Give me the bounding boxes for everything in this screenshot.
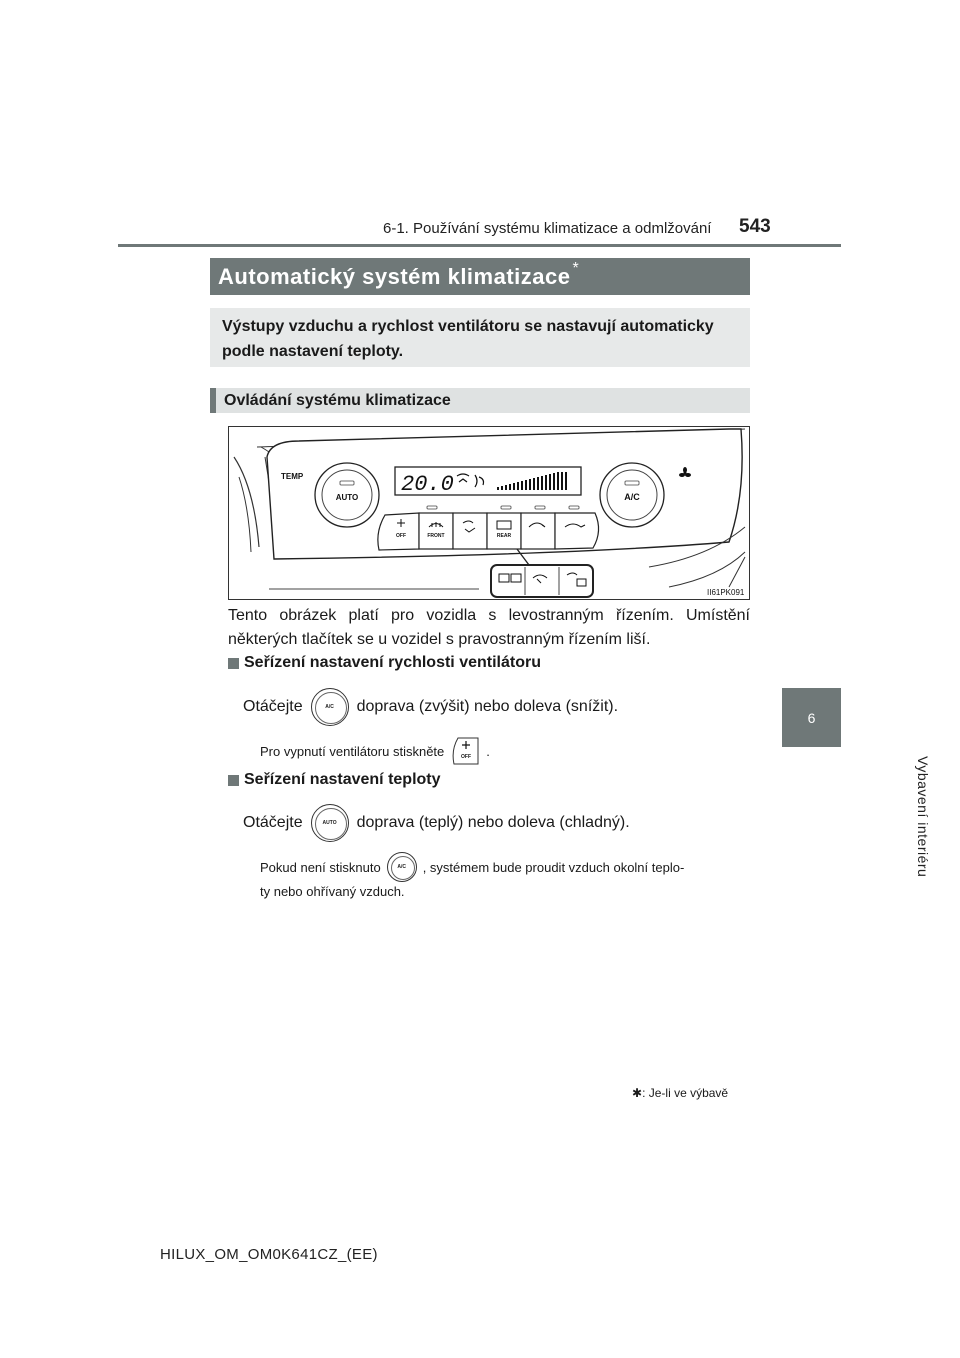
ac-small-knob-icon-label: A/C [397,864,407,870]
bullet-square-icon [228,658,239,669]
fan-speed-heading-text: Seřízení nastavení rychlosti ventilátoru [244,654,541,671]
lhd-note-paragraph: Tento obrázek platí pro vozidla s levostranným řízením. Umístění některých tlačítek se u vozidel s pravostranným řízením liší. [228,607,750,648]
auto-knob-label: AUTO [335,493,359,502]
section-title [210,258,750,295]
section-title-text: Automatický systém klimatizace [218,263,571,289]
header-divider [118,244,841,247]
ac-small-knob-icon [387,852,417,882]
fan-note-after: . [486,743,490,759]
ac-note-after: , systémem bude proudit vzduch okolní teplo- [422,859,685,875]
footnote-text: : Je-li ve výbavě [642,1086,729,1100]
temp-instr-before: Otáčejte [243,814,303,831]
fan-speed-instruction [243,688,618,726]
ac-note-line2: ty nebo ohřívaný vzduch. [260,884,405,899]
off-button-icon [450,736,480,766]
chapter-label: Vybavení interiéru [915,756,931,878]
chapter-tab[interactable]: 6 [782,688,841,747]
subsection-heading: Ovládání systému klimatizace [210,388,750,413]
fan-speed-heading [228,654,541,672]
fan-off-note [260,736,490,766]
temperature-instruction [243,804,630,842]
auto-knob-icon [311,804,349,842]
ac-knob-label: A/C [624,492,640,502]
temp-label: TEMP [281,472,304,481]
svg-text:OFF: OFF [461,754,472,760]
auto-knob-icon-label: AUTO [322,820,337,826]
page-number: 543 [739,216,771,237]
ac-note [260,852,684,882]
document-code: HILUX_OM_OM0K641CZ_(EE) [160,1246,378,1263]
ac-knob-icon [311,688,349,726]
temp-instr-after: doprava (teplý) nebo doleva (chladný). [356,814,630,831]
fan-note-before: Pro vypnutí ventilátoru stiskněte [260,743,445,759]
fan-instr-after: doprava (zvýšit) nebo doleva (snížit). [356,698,619,715]
asterisk-mark: * [572,259,580,277]
rear-defog-button-label: REAR [496,533,512,539]
ac-note-before: Pokud není stisknuto [260,859,381,875]
ac-knob-icon-label: A/C [325,704,334,710]
display-temperature: 20.0 [401,472,454,497]
header-section-title: 6-1. Používání systému klimatizace a odmlžování [383,220,712,237]
temperature-heading-text: Seřízení nastavení teploty [244,771,441,788]
front-defog-button-label: FRONT [427,533,445,539]
figure-code: II61PK091 [707,588,745,597]
bullet-square-icon [228,775,239,786]
fan-instr-before: Otáčejte [243,698,303,715]
off-button-label: OFF [396,533,406,539]
footnote-asterisk-icon: ✱ [632,1086,643,1100]
intro-box: Výstupy vzduchu a rychlost ventilátoru se nastavují automaticky podle nastavení teploty. [210,308,750,367]
footnote [632,1086,728,1100]
climate-panel-figure [228,426,750,600]
temperature-heading [228,771,441,789]
